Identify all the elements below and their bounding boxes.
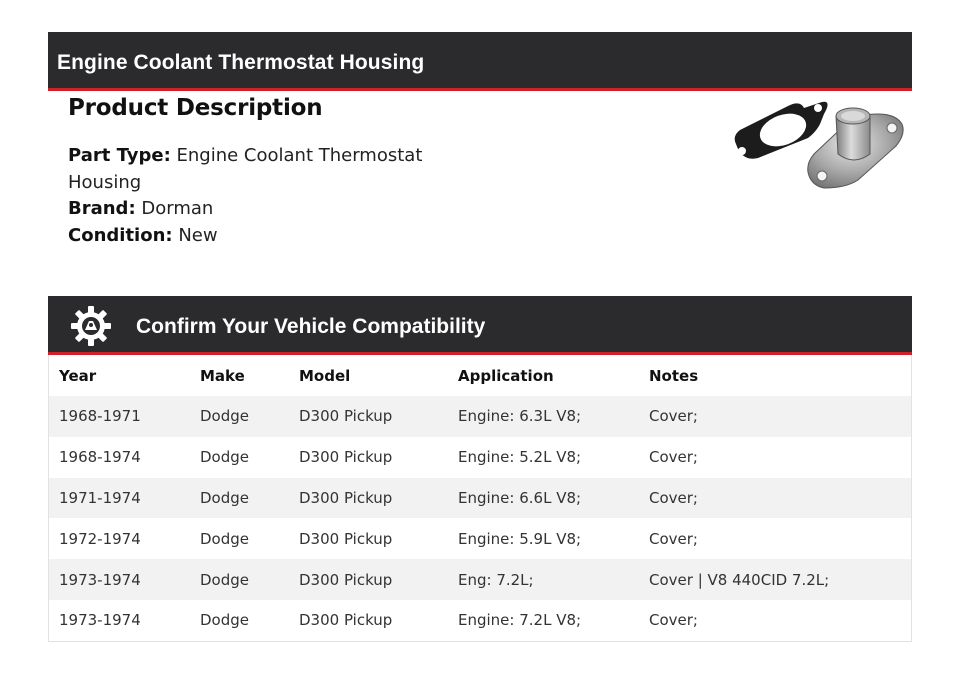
table-row bbox=[49, 396, 911, 437]
cell-year: 1972-1974 bbox=[59, 529, 141, 548]
cell-year: 1973-1974 bbox=[59, 611, 141, 630]
cell-make: Dodge bbox=[200, 448, 249, 467]
cell-application: Engine: 6.6L V8; bbox=[448, 478, 639, 519]
cell-model: D300 Pickup bbox=[289, 396, 448, 437]
product-facts bbox=[68, 143, 468, 249]
table-row bbox=[49, 559, 911, 600]
condition-label: Condition: bbox=[68, 224, 173, 246]
cell-notes: Cover; bbox=[639, 396, 911, 437]
condition-row bbox=[68, 223, 468, 250]
cell-notes: Cover; bbox=[649, 448, 698, 467]
cell-year: 1973-1974 bbox=[49, 559, 190, 600]
compatibility-bar bbox=[48, 296, 912, 355]
table-row bbox=[49, 478, 911, 519]
column-header-model: Model bbox=[299, 366, 351, 385]
cell-model: D300 Pickup bbox=[289, 478, 448, 519]
product-image bbox=[728, 96, 908, 192]
cell-make: Dodge bbox=[200, 529, 249, 548]
cell-make: Dodge bbox=[190, 396, 289, 437]
table-header-row bbox=[49, 355, 911, 396]
cell-make: Dodge bbox=[200, 611, 249, 630]
cell-application: Engine: 7.2L V8; bbox=[458, 611, 582, 630]
compatibility-table bbox=[48, 355, 912, 642]
cell-model: D300 Pickup bbox=[289, 559, 448, 600]
part-type-label: Part Type: bbox=[68, 145, 171, 166]
table-row bbox=[49, 437, 911, 478]
product-description bbox=[68, 95, 468, 249]
part-type-value: Engine Coolant Thermostat Housing bbox=[68, 145, 423, 193]
part-type-row bbox=[68, 143, 468, 196]
brand-value: Dorman bbox=[141, 198, 214, 219]
cell-notes: Cover; bbox=[639, 478, 911, 519]
cell-model: D300 Pickup bbox=[299, 448, 393, 467]
cell-make: Dodge bbox=[190, 559, 289, 600]
cell-application: Engine: 5.2L V8; bbox=[458, 448, 582, 467]
column-header-notes: Notes bbox=[649, 366, 699, 385]
cell-year: 1968-1974 bbox=[59, 448, 141, 467]
header-bar bbox=[48, 32, 912, 91]
cell-year: 1971-1974 bbox=[49, 478, 190, 519]
cell-make: Dodge bbox=[190, 478, 289, 519]
table-row bbox=[49, 518, 911, 559]
gear-icon bbox=[70, 305, 112, 347]
column-header-year: Year bbox=[59, 366, 97, 385]
cell-year: 1968-1971 bbox=[49, 396, 190, 437]
cell-notes: Cover; bbox=[649, 611, 698, 630]
cell-application: Eng: 7.2L; bbox=[448, 559, 639, 600]
cell-application: Engine: 6.3L V8; bbox=[448, 396, 639, 437]
compatibility-title: Confirm Your Vehicle Compatibility bbox=[136, 315, 486, 338]
column-header-make: Make bbox=[200, 366, 245, 385]
table-row bbox=[49, 600, 911, 641]
description-heading: Product Description bbox=[68, 95, 323, 121]
brand-row bbox=[68, 196, 468, 223]
cell-model: D300 Pickup bbox=[299, 529, 393, 548]
column-header-application: Application bbox=[458, 366, 554, 385]
cell-application: Engine: 5.9L V8; bbox=[458, 529, 582, 548]
page-title: Engine Coolant Thermostat Housing bbox=[57, 51, 425, 74]
cell-model: D300 Pickup bbox=[299, 611, 393, 630]
cell-notes: Cover | V8 440CID 7.2L; bbox=[639, 559, 911, 600]
condition-value: New bbox=[178, 224, 218, 246]
brand-label: Brand: bbox=[68, 198, 136, 219]
cell-notes: Cover; bbox=[649, 529, 698, 548]
